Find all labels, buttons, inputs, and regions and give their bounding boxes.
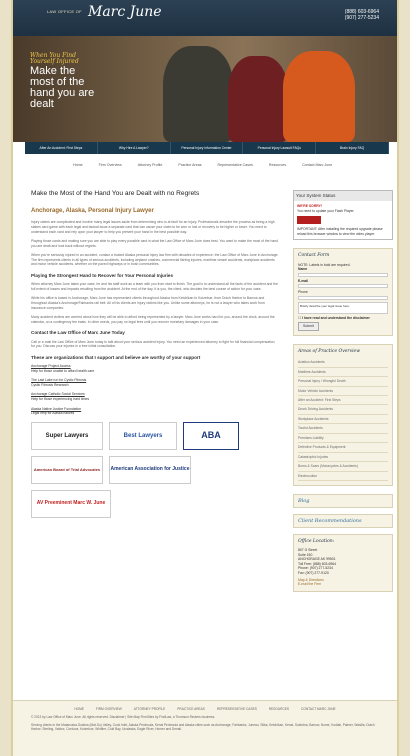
practice-area-link[interactable]: Motor Vehicle Accidents bbox=[298, 387, 388, 396]
site-footer bbox=[13, 700, 397, 756]
site-header bbox=[13, 0, 397, 36]
paragraph-4: When attorney Marc June takes your case, he and his staff work as a team with you from start to finish. The goal is to understand all the facts of the accident and the full extent of losses and impacts resulting from the accident. At the end of the day, it is you, the client, who decides the best course of action for your case. bbox=[31, 282, 278, 291]
checkbox-box[interactable]: ☐ bbox=[298, 315, 302, 320]
email-field[interactable] bbox=[298, 284, 388, 288]
org-link[interactable]: Anchorage Project Access bbox=[31, 363, 71, 368]
paragraph-5: While his office is based in Anchorage, Marc June has represented clients throughout Alaska from Ketchikan to Kotzebue, from Dutch Harbor to Barrow and throughout Alaska's Anchorage/Fairbanks rail belt. All of his clients are injury victims like you. Unlike some attorneys, he is not a lawyer who takes work from insurance companies. bbox=[31, 296, 265, 310]
main-nav bbox=[73, 163, 332, 168]
practice-area-link[interactable]: After an Accident: First Steps bbox=[298, 396, 388, 405]
nav-firm-overview[interactable]: Firm Overview bbox=[98, 163, 122, 167]
paragraph-6: Many accident victims are worried about how they will be able to afford being represented by a lawyer. Marc June works hard for you, around the clock, around the calendar, on a contingency fee basis. In other words, you pay no legal fees until you recover monetary damages in your case. bbox=[31, 315, 275, 324]
address-line: Suite 150 bbox=[298, 552, 313, 557]
status-important: IMPORTANT: After installing the required upgrade please reload this browser window to view the video player. bbox=[297, 227, 383, 236]
practice-area-link[interactable]: Personal Injury / Wrongful Death bbox=[298, 377, 388, 386]
practice-area-link[interactable]: Electrocution bbox=[298, 472, 388, 481]
org-desc: Help for those unable to afford health care bbox=[31, 368, 95, 373]
tab-first-steps[interactable]: After An Accident: First Steps bbox=[25, 142, 98, 154]
email-label: E-mail bbox=[298, 278, 309, 283]
address-line: Fax: (907) 277-9120 bbox=[298, 570, 329, 575]
nav-representative-cases[interactable]: Representative Cases bbox=[217, 163, 253, 167]
hero-tagline-bold: Make the most of the hand you are dealt bbox=[30, 64, 95, 110]
nav-practice-areas[interactable]: Practice Areas bbox=[178, 163, 202, 167]
footer-nav bbox=[13, 701, 397, 715]
badge-aaj[interactable]: American Association for Justice bbox=[109, 456, 191, 484]
practice-area-link[interactable]: Aviation Accidents bbox=[298, 358, 388, 367]
paragraph-7: Call or e-mail the Law Office of Marc June today to talk about your serious accident injury. You need an experienced attorney to fight for full financial compensation for you. Discuss your injuries in a free initial consultation. bbox=[31, 339, 275, 349]
hero-tagline-italic: When You Find Yourself Injured bbox=[30, 52, 79, 66]
practice-area-link[interactable]: Premises Liability bbox=[298, 434, 388, 443]
org-link[interactable]: Alaska Native Justice Foundation bbox=[31, 406, 82, 411]
map-link[interactable]: Map & Directions bbox=[298, 577, 324, 582]
practice-areas-list bbox=[293, 344, 393, 486]
nav-home[interactable]: Home bbox=[73, 163, 83, 167]
practice-area-link[interactable]: Defective Products & Equipment bbox=[298, 443, 388, 452]
nav-resources[interactable]: Resources bbox=[268, 163, 287, 167]
hero-person-3 bbox=[283, 51, 355, 142]
status-title: Your System Status bbox=[294, 191, 392, 201]
practice-area-link[interactable]: Maritime Accidents bbox=[298, 368, 388, 377]
hero-person-2 bbox=[228, 56, 288, 142]
org-link[interactable]: The Last Lake run for Cystic Fibrosis bbox=[31, 378, 87, 383]
hero-banner bbox=[13, 36, 397, 142]
org-item bbox=[31, 378, 279, 387]
practice-area-link[interactable]: Workplace Accidents bbox=[298, 415, 388, 424]
client-recommendations-link[interactable]: Client Recommendations bbox=[293, 514, 393, 528]
address-line: ANCHORAGE AK 99501 bbox=[298, 557, 336, 562]
office-title: Office Location: bbox=[298, 538, 335, 544]
phone-field[interactable] bbox=[298, 296, 388, 300]
heading-contact: Contact the Law Office of Marc June Today bbox=[31, 330, 125, 336]
copyright: © 2013 by Law Office of Marc June. All rights reserved. Disclaimer | Site Map FirmSites by FindLaw, a Thomson Reuters business. bbox=[31, 715, 216, 720]
intro-paragraph: Injury claims are complicated and involve many legal issues aside from determining who is at fault for an injury. Professionals describe the process as being a high stakes card game with each legal and factual issue a separate card that can cause your claim to be won or lost or recovery to be higher or lower. You need to understand each card and rely upon your lawyer to help you present your hand in the best possible way. bbox=[31, 220, 275, 234]
section-heading: Anchorage, Alaska, Personal Injury Lawyer bbox=[31, 208, 154, 215]
footer-link-home[interactable]: HOME bbox=[74, 707, 84, 711]
org-desc: Cystic Fibrosis Research bbox=[31, 382, 69, 387]
footer-link-attorney[interactable]: ATTORNEY PROFILE bbox=[133, 707, 166, 711]
system-status-box bbox=[293, 190, 393, 240]
badges bbox=[31, 422, 251, 518]
address-line: Toll Free: (888) 603-6964 bbox=[298, 561, 337, 566]
tab-lawsuit-faqs[interactable]: Personal Injury Lawsuit FAQs bbox=[243, 142, 316, 154]
header-phones bbox=[345, 9, 379, 21]
firm-logo-name[interactable]: Marc June bbox=[88, 4, 162, 20]
footer-link-firm[interactable]: FIRM OVERVIEW bbox=[95, 707, 122, 711]
law-office-label: LAW OFFICE OF bbox=[47, 9, 82, 14]
heading-strongest-hand: Playing the Strongest Hand to Recover for Your Personal Injuries bbox=[31, 273, 174, 279]
org-desc: Legal help for Alaska natives bbox=[31, 411, 75, 416]
address-line: 807 G Street bbox=[298, 548, 318, 552]
badge-abota[interactable]: American Board of Trial Advocates bbox=[31, 456, 103, 484]
name-field[interactable] bbox=[298, 273, 388, 277]
badge-super-lawyers[interactable]: Super Lawyers bbox=[31, 422, 103, 450]
footer-link-practice[interactable]: PRACTICE AREAS bbox=[177, 707, 205, 711]
blog-link[interactable]: Blog bbox=[293, 494, 393, 508]
message-textarea[interactable]: Briefly describe your legal issue here. bbox=[298, 302, 388, 314]
main-content bbox=[31, 190, 279, 518]
status-message: You need to update your Flash Player. bbox=[297, 208, 355, 213]
footer-link-cases[interactable]: REPRESENTATIVE CASES bbox=[216, 707, 257, 711]
org-item bbox=[31, 407, 279, 416]
practice-areas-title: Areas of Practice Overview bbox=[298, 349, 361, 355]
status-sorry: WE'RE SORRY! bbox=[297, 204, 322, 209]
phone-toll-free[interactable]: (888) 603-6964 bbox=[344, 9, 379, 15]
practice-area-link[interactable]: Drunk Driving Accidents bbox=[298, 405, 388, 414]
tab-why-hire[interactable]: Why Hire A Lawyer? bbox=[98, 142, 171, 154]
paragraph-2: Playing those cards and making sure you are able to play every possible card is what the Law Office of Marc June does best. You want to make the most of the hand you are dealt and look back without regrets. bbox=[31, 239, 279, 248]
contact-form bbox=[293, 248, 393, 336]
phone-label: Phone bbox=[298, 290, 308, 295]
feature-tabs bbox=[25, 142, 389, 154]
disclaimer-checkbox[interactable] bbox=[298, 316, 388, 321]
paragraph-3: When you're seriously injured in an accident, contact a trusted Alaska personal injury law firm with decades of experience: the Law Office of Marc June in Anchorage. The firm represents clients in all types of serious accidents, including airplane crashes, commercial fishing injuries, maritime vessel accidents, workplace accidents and motor vehicle accidents, whether on the paved highways or in bush communities. bbox=[31, 253, 279, 267]
practice-area-link[interactable]: Burns & Scars (Motorcycles & Accidents) bbox=[298, 462, 388, 471]
address-line: Phone: (907) 277-5234 bbox=[298, 566, 333, 571]
badge-best-lawyers[interactable]: Best Lawyers bbox=[109, 422, 177, 450]
contact-form-title: Contact Form bbox=[298, 253, 330, 259]
footer-link-contact[interactable]: CONTACT MARC JUNE bbox=[301, 707, 336, 711]
org-desc: Help for those experiencing hard times bbox=[31, 396, 90, 401]
badge-av-preeminent[interactable]: AV Preeminent Marc W. June bbox=[31, 490, 111, 518]
email-firm-link[interactable]: E-mail the Firm bbox=[298, 582, 321, 587]
hero-person-1 bbox=[163, 46, 233, 142]
tab-info-center[interactable]: Personal Injury Information Center bbox=[171, 142, 244, 154]
contact-note: NOTE: Labels in bold are required. bbox=[298, 262, 351, 267]
name-label: Name bbox=[298, 267, 308, 272]
nav-attorney-profile[interactable]: Attorney Profile bbox=[137, 163, 163, 167]
practice-area-link[interactable]: Catastrophic Injuries bbox=[298, 453, 388, 462]
org-item bbox=[31, 392, 279, 401]
tab-brain-injury-faq[interactable]: Brain Injury FAQ bbox=[316, 142, 389, 154]
org-link[interactable]: Anchorage Catholic Social Services bbox=[31, 392, 85, 397]
nav-contact[interactable]: Contact Marc June bbox=[302, 163, 333, 167]
orgs-heading: These are organizations that I support and believe are worthy of your support bbox=[31, 354, 201, 360]
submit-button[interactable]: Submit bbox=[298, 322, 319, 331]
office-location bbox=[293, 534, 393, 592]
practice-area-link[interactable]: Tourist Accidents bbox=[298, 424, 388, 433]
page-title: Make the Most of the Hand You are Dealt with no Regrets bbox=[31, 190, 200, 197]
sidebar bbox=[293, 190, 393, 600]
badge-aba[interactable]: ABA bbox=[183, 422, 239, 450]
footer-link-resources[interactable]: RESOURCES bbox=[268, 707, 290, 711]
page bbox=[11, 0, 399, 756]
serving-areas: Serving clients in the Matanuska-Susitna (Mat-Su) Valley, Cook Inlet, Alaska Peninsula, Kenai Peninsula and Alaska cities such as Anchorage, Fairbanks, Juneau, Sitka, Ketchikan, Kenai, Soldotna, Barrow, Nome, Kodiak, Palmer, Wasilla, Dutch Harbor, Sterling, Valdez, Cordova, Kotzebue, Whittier, Cold Bay, Unalaska, Eagle River, Homer and Denali. bbox=[31, 722, 375, 731]
org-item bbox=[31, 364, 279, 373]
flash-icon[interactable] bbox=[297, 216, 321, 224]
disclaimer-label: I have read and understand the disclaimer bbox=[301, 315, 370, 320]
phone-local[interactable]: (907) 277-5234 bbox=[344, 15, 379, 21]
hero-tagline bbox=[30, 53, 100, 110]
